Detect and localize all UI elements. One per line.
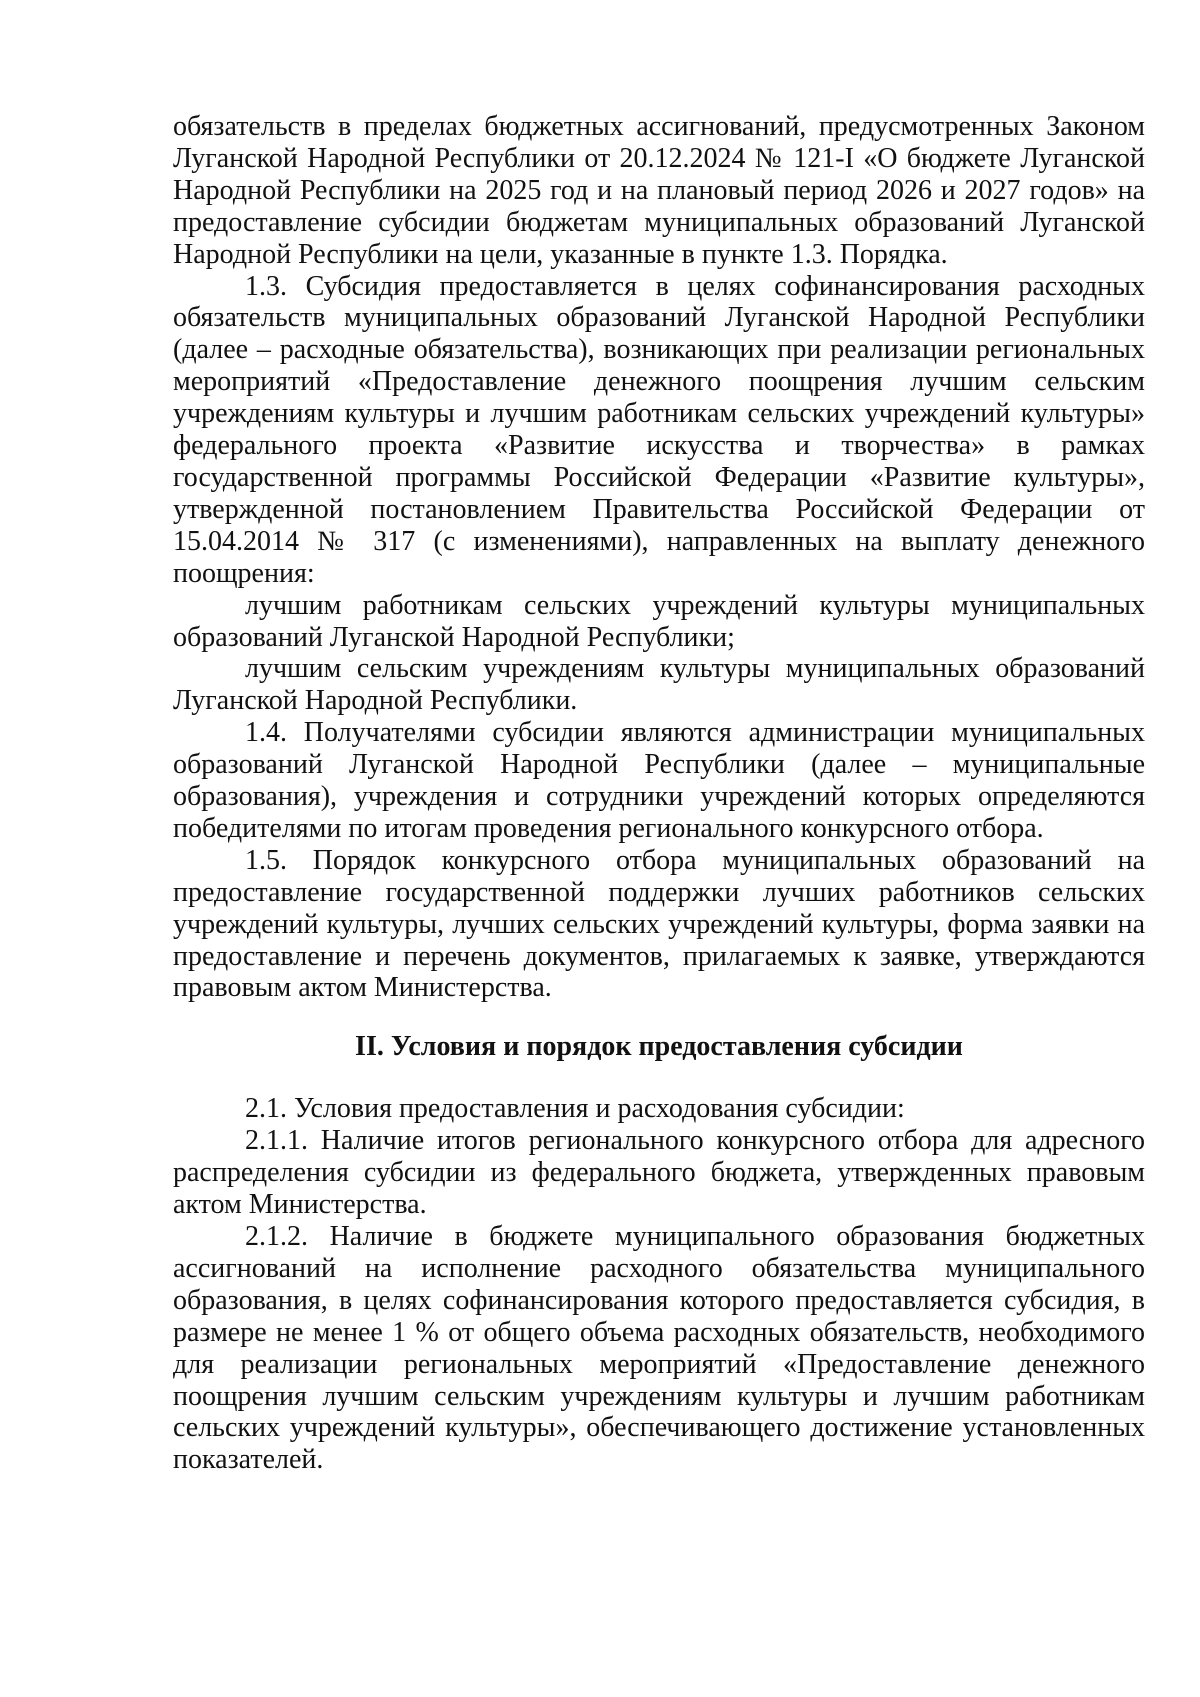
list-item-best-institutions: лучшим сельским учреждениям культуры муниципальных образований Луганской Народной Республики. [173,653,1145,717]
paragraph-budget-obligations: обязательств в пределах бюджетных ассигнований, предусмотренных Законом Луганской Народной Республики от 20.12.2024 № 121-I «О бюджете Луганской Народной Республики на 2025 год и на плановый период 2026 и 2027 годов» на предоставление субсидии бюджетам муниципальных образований Луганской Народной Республики на цели, указанные в пункте 1.3. Порядка. [173,111,1145,270]
paragraph-1-5: 1.5. Порядок конкурсного отбора муниципальных образований на предоставление государственной поддержки лучших работников сельских учреждений культуры, лучших сельских учреждений культуры, форма заявки на предоставление и перечень документов, прилагаемых к заявке, утверждаются правовым актом Министерства. [173,844,1145,1004]
list-item-best-workers: лучшим работникам сельских учреждений культуры муниципальных образований Луганской Народной Республики; [173,589,1145,653]
paragraph-2-1-2: 2.1.2. Наличие в бюджете муниципального образования бюджетных ассигнований на исполнение расходного обязательства муниципального образования, в целях софинансирования которого предоставляется субсидия, в размере не менее 1 % от общего объема расходных обязательств, необходимого для реализации региональных мероприятий «Предоставление денежного поощрения лучшим сельским учреждениям культуры и лучшим работникам сельских учреждений культуры», обеспечивающего достижение установленных показателей. [173,1221,1145,1476]
paragraph-2-1-1: 2.1.1. Наличие итогов регионального конкурсного отбора для адресного распределения субсидии из федерального бюджета, утвержденных правовым актом Министерства. [173,1125,1145,1221]
paragraph-1-4: 1.4. Получателями субсидии являются администрации муниципальных образований Луганской Народной Республики (далее – муниципальные образования), учреждения и сотрудники учреждений которых определяются победителями по итогам проведения регионального конкурсного отбора. [173,717,1145,844]
document-page [173,111,1145,1476]
paragraph-1-3: 1.3. Субсидия предоставляется в целях софинансирования расходных обязательств муниципальных образований Луганской Народной Республики (далее – расходные обязательства), возникающих при реализации региональных мероприятий «Предоставление денежного поощрения лучшим сельским учреждениям культуры и лучшим работникам сельских учреждений культуры» федерального проекта «Развитие искусства и творчества» в рамках государственной программы Российской Федерации «Развитие культуры», утвержденной постановлением Правительства Российской Федерации от 15.04.2014 № 317 (с изменениями), направленных на выплату денежного поощрения: [173,270,1145,589]
section-heading: II. Условия и порядок предоставления субсидии [355,1031,963,1063]
paragraph-2-1: 2.1. Условия предоставления и расходования субсидии: [245,1093,905,1125]
